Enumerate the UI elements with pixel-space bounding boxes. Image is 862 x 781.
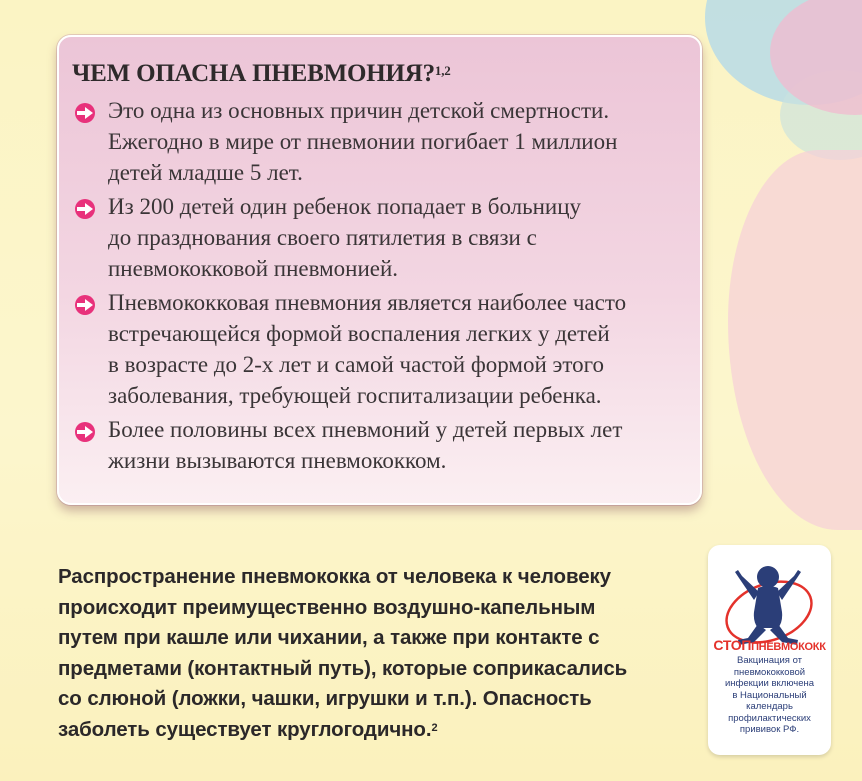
logo-caption-line: профилактических: [728, 712, 811, 724]
body-line: происходит преимущественно воздушно-капельным: [58, 595, 596, 619]
title-reference: 1,2: [434, 63, 451, 78]
card-title: [72, 57, 680, 91]
logo-caption-line: Вакцинация от: [736, 655, 802, 666]
body-line: путем при кашле или чихании, а также при контакте с: [58, 626, 600, 649]
text-line: пневмококковой пневмонией.: [108, 256, 399, 281]
card-list-item-text: [108, 287, 680, 411]
text-line: Пневмококковая пневмония является наиболее часто: [108, 290, 627, 315]
card-list-item: [72, 414, 680, 476]
text-line: Из 200 детей один ребенок попадает в больницу: [108, 194, 582, 219]
logo-caption-line: пневмококковой: [733, 666, 806, 678]
logo-name: [708, 637, 831, 653]
stop-pneumococcus-logo: [708, 545, 831, 755]
body-line: Распространение пневмококка от человека к человеку: [58, 565, 611, 588]
info-card: [57, 35, 702, 505]
text-line: детей младше 5 лет.: [108, 160, 303, 185]
decorative-pink-shape-right: [728, 150, 862, 530]
body-line: заболеть существует круглогодично.: [58, 717, 432, 741]
card-title-text: ЧЕМ ОПАСНА ПНЕВМОНИЯ?: [72, 60, 435, 87]
logo-caption: [714, 655, 825, 736]
logo-caption-line: календарь: [746, 701, 793, 712]
logo-caption-line: инфекции включена: [724, 678, 815, 689]
body-line: со слюной (ложки, чашки, игрушки и т.п.). Опасность: [58, 687, 592, 710]
text-line: Это одна из основных причин детской смертности.: [108, 98, 610, 123]
card-list-item: [72, 287, 680, 411]
card-list-item: [72, 191, 680, 284]
text-line: жизни вызываются пневмококком.: [108, 448, 447, 473]
logo-name-prefix: СТОП: [713, 637, 752, 653]
arrow-bullet-icon: [74, 294, 96, 316]
text-line: Более половины всех пневмоний у детей первых лет: [108, 417, 623, 442]
text-line: встречающейся формой воспаления легких у детей: [108, 321, 610, 346]
text-line: Ежегодно в мире от пневмонии погибает 1 миллион: [108, 129, 618, 154]
card-list-item-text: [108, 191, 680, 284]
body-reference: 2: [431, 721, 438, 734]
text-line: заболевания, требующей госпитализации ребенка.: [108, 383, 602, 408]
arrow-bullet-icon: [74, 198, 96, 220]
body-line: предметами (контактный путь), которые соприкасались: [58, 656, 628, 680]
text-line: до празднования своего пятилетия в связи с: [108, 225, 537, 250]
card-list-item-text: [108, 414, 680, 476]
logo-caption-line: прививок РФ.: [739, 724, 800, 735]
arrow-bullet-icon: [74, 102, 96, 124]
card-list-item: [72, 95, 680, 188]
logo-name-suffix: ПНЕВМОКОКК: [751, 641, 826, 653]
text-line: в возрасте до 2-х лет и самой частой формой этого: [108, 352, 604, 377]
body-paragraph: [58, 562, 698, 745]
card-list-item-text: [108, 95, 680, 188]
arrow-bullet-icon: [74, 421, 96, 443]
card-list: [72, 95, 680, 476]
body-lines: [58, 565, 627, 741]
logo-caption-line: в Национальный: [732, 689, 807, 701]
